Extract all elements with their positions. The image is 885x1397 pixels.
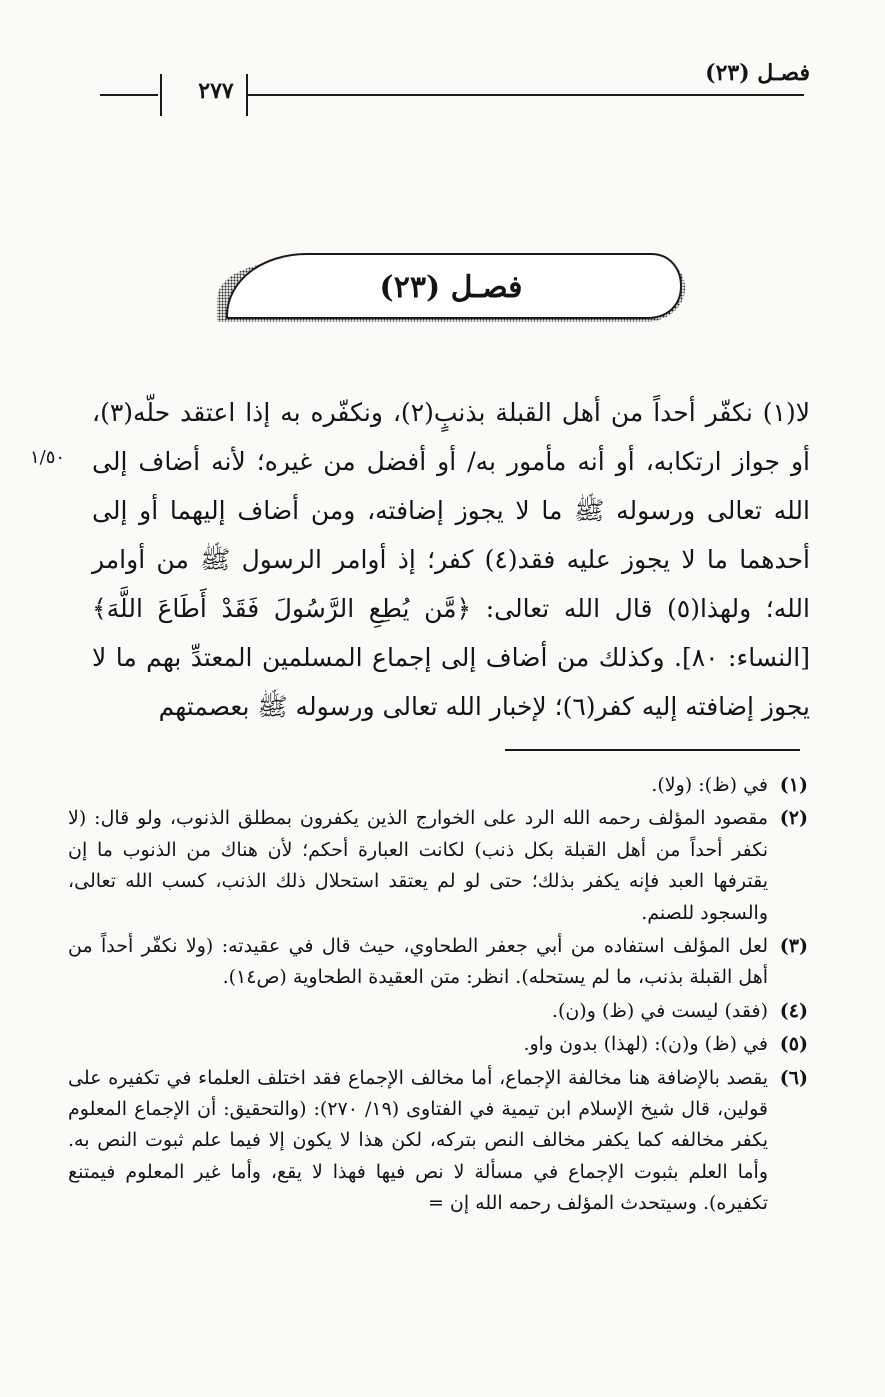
running-header: [90, 60, 810, 116]
footnote-separator: [505, 749, 800, 751]
footnotes: [68, 770, 808, 1222]
chapter-title: فصـل (٢٣): [379, 270, 523, 305]
footnote-2: [68, 803, 808, 929]
footnote-1: [68, 770, 808, 801]
header-rule: [248, 94, 804, 96]
footnote-3: [68, 931, 808, 994]
main-paragraph: لا(١) نكفّر أحداً من أهل القبلة بذنبٍ(٢)، ونكفّره به إذا اعتقد حلّه(٣)، أو جواز ارتكابه، أو أنه مأمور به/ أو أفضل من غيره؛ لأنه أضاف إلى الله تعالى ورسوله ﷺ ما لا يجوز إضافته، ومن أضاف إليهما أو إلى أحدهما ما لا يجوز عليه فقد(٤) كفر؛ إذ أوامر الرسول ﷺ من أوامر الله؛ ولهذا(٥) قال الله تعالى: ﴿مَّن يُطِعِ الرَّسُولَ فَقَدْ أَطَاعَ اللَّهَ﴾ [النساء: ٨٠]. وكذلك من أضاف إلى إجماع المسلمين المعتدِّ بهم ما لا يجوز إضافته إليه كفر(٦)؛ لإخبار الله تعالى ورسوله ﷺ بعصمتهم: [92, 398, 810, 721]
page-number: ٢٧٧: [198, 78, 234, 104]
footnote-number: (٦): [779, 1066, 808, 1089]
main-text: [92, 388, 810, 731]
footnote-text: (فقد) ليست في (ظ) و(ن).: [551, 999, 768, 1022]
footnote-text: مقصود المؤلف رحمه الله الرد على الخوارج الذين يكفرون بمطلق الذنوب، ولو قال: (لا نكفر أحداً من أهل القبلة بكل ذنب) لكانت العبارة أحكم؛ لأن هناك من الذنوب ما إن يقترفها العبد فإنه يكفر بذلك؛ حتى لو لم يعتقد استحلال ذلك الذنب، كسب الله تعالى، والسجود للصنم.: [68, 807, 768, 924]
footnote-6: [68, 1063, 808, 1220]
header-tick-right: [246, 74, 248, 116]
footnote-text: في (ظ): (ولا).: [651, 774, 768, 796]
footnote-text: في (ظ) و(ن): (لهذا) بدون واو.: [523, 1033, 768, 1056]
footnote-number: (١): [779, 774, 808, 796]
footnote-5: [68, 1029, 808, 1060]
chapter-banner: [215, 252, 687, 324]
margin-folio-note: ١/٥٠: [30, 447, 66, 468]
footnote-text: لعل المؤلف استفاده من أبي جعفر الطحاوي، حيث قال في عقيدته: (ولا نكفّر أحداً من أهل القبلة بذنب، ما لم يستحله). انظر: متن العقيدة الطحاوية (ص١٤).: [68, 935, 768, 989]
header-rule-left: [100, 94, 158, 96]
footnote-number: (٢): [779, 807, 808, 830]
footnote-number: (٣): [779, 935, 808, 958]
footnote-number: (٤): [779, 999, 808, 1022]
footnote-4: [68, 996, 808, 1027]
running-title: فصـل (٢٣): [705, 60, 810, 86]
footnote-number: (٥): [779, 1033, 808, 1056]
footnote-text: يقصد بالإضافة هنا مخالفة الإجماع، أما مخالف الإجماع فقد اختلف العلماء في تكفيره على قولين، قال شيخ الإسلام ابن تيمية في الفتاوى (١٩/ ٢٧٠): (والتحقيق: أن الإجماع المعلوم يكفر مخالفه كما يكفر مخالف النص بتركه، لكن هذا لا يكون إلا فيما علم ثبوت النص به. وأما العلم بثبوت الإجماع في مسألة لا نص فيها فهذا لا يقع، وأما غير المعلوم فيمتنع تكفيره). وسيتحدث المؤلف رحمه الله إن =: [68, 1066, 768, 1215]
header-tick-left: [160, 74, 162, 116]
